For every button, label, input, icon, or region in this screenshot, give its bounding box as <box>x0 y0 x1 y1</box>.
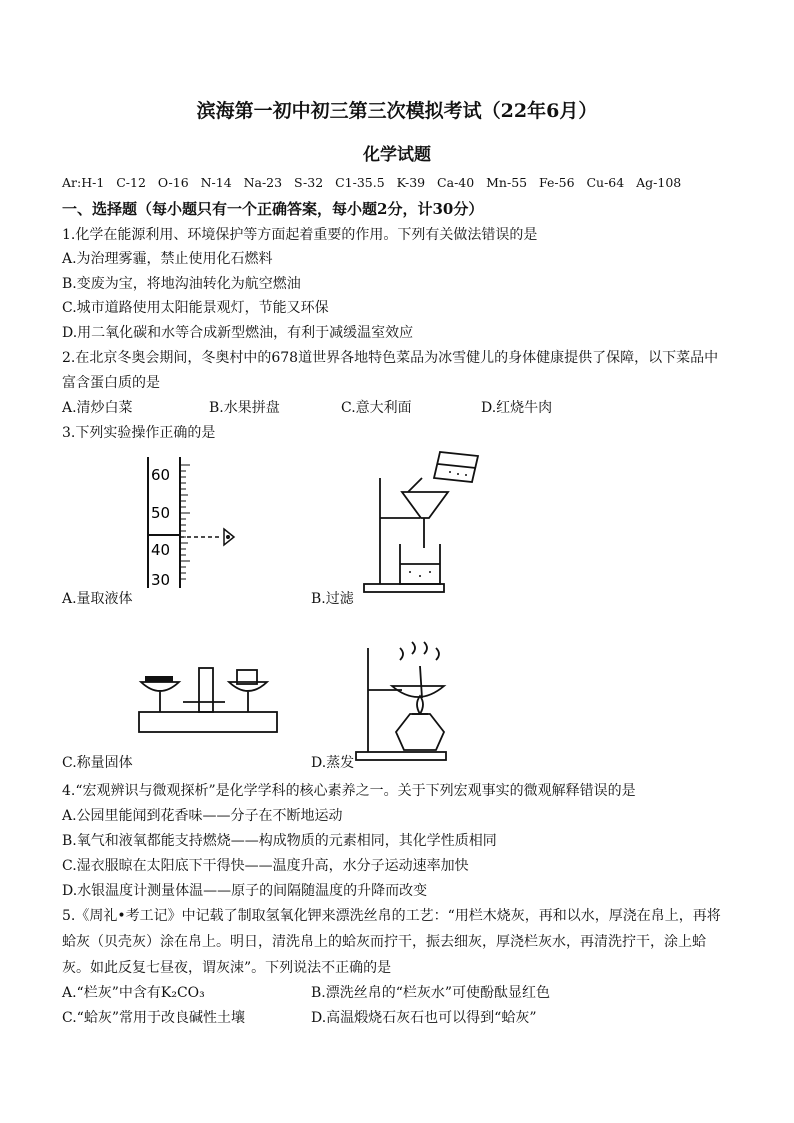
atomic-masses: Ar:H-1 C-12 O-16 N-14 Na-23 S-32 C1-35.5 K-39 Ca-40 Mn-55 Fe-56 Cu-64 Ag-108 <box>62 175 682 190</box>
q1-option-d: D.用二氧化碳和水等合成新型燃油，有利于减缓温室效应 <box>62 325 414 341</box>
q2-option-c: C.意大利面 <box>341 400 412 416</box>
q1-stem: 1.化学在能源利用、环境保护等方面起着重要的作用。下列有关做法错误的是 <box>62 227 538 243</box>
figure-filtration <box>360 448 490 596</box>
q3-option-b: B.过滤 <box>311 591 354 607</box>
stirring-rod <box>420 666 422 698</box>
flame-icon <box>417 696 423 714</box>
solid-sample <box>145 676 173 682</box>
q2-option-d: D.红烧牛肉 <box>481 400 553 416</box>
q3-option-a: A.量取液体 <box>62 591 133 607</box>
q5-option-a: A.“栏灰”中含有K₂CO₃ <box>62 985 205 1001</box>
q2-option-b: B.水果拼盘 <box>209 400 280 416</box>
section-heading: 一、选择题（每小题只有一个正确答案，每小题2分，计30分） <box>62 200 484 218</box>
q5-option-c: C.“蛤灰”常用于改良碱性土壤 <box>62 1010 245 1026</box>
evaporating-dish <box>392 686 444 697</box>
q5-stem-line1: 5.《周礼•考工记》中记载了制取氢氧化钾来漂洗丝帛的工艺：“用栏木烧灰，再和以水，厚浇在帛上，再将 <box>62 908 721 924</box>
glass-rod <box>408 478 422 492</box>
q4-option-d: D.水银温度计测量体温——原子的间隔随温度的升降而改变 <box>62 883 428 899</box>
q5-option-d: D.高温煅烧石灰石也可以得到“蛤灰” <box>311 1010 537 1026</box>
tick-label-30: 30 <box>151 571 171 589</box>
stand-base <box>356 752 446 760</box>
q2-option-a: A.清炒白菜 <box>62 400 133 416</box>
q3-option-c: C.称量固体 <box>62 755 133 771</box>
exam-title: 滨海第一初中初三第三次模拟考试（22年6月） <box>196 100 598 122</box>
tick-label-40: 40 <box>151 541 171 559</box>
balance-base <box>139 712 277 732</box>
q2-stem-line2: 富含蛋白质的是 <box>62 375 160 391</box>
q3-stem: 3.下列实验操作正确的是 <box>62 425 216 441</box>
exam-subtitle: 化学试题 <box>363 145 431 165</box>
q4-stem: 4.“宏观辨识与微观探析”是化学学科的核心素养之一。关于下列宏观事实的微观解释错误的是 <box>62 783 636 799</box>
q5-stem-line3: 灰。如此反复七昼夜，谓灰涑”。下列说法不正确的是 <box>62 960 392 976</box>
figure-evaporation <box>352 628 472 763</box>
figure-graduated-cylinder <box>140 455 250 590</box>
q2-stem-line1: 2.在北京冬奥会期间，冬奥村中的678道世界各地特色菜品为冰雪健儿的身体健康提供了保障，以下菜品中 <box>62 350 719 366</box>
tick-label-50: 50 <box>151 504 171 522</box>
q5-stem-line2: 蛤灰（贝壳灰）涂在帛上。明日，清洗帛上的蛤灰而拧干，振去细灰，厚浇栏灰水，再清洗拧干，涂上蛤 <box>62 934 706 950</box>
q4-option-b: B.氧气和液氧都能支持燃烧——构成物质的元素相同，其化学性质相同 <box>62 833 497 849</box>
q4-option-a: A.公园里能闻到花香味——分子在不断地运动 <box>62 808 343 824</box>
funnel-cone <box>402 492 448 518</box>
q5-option-b: B.漂洗丝帛的“栏灰水”可使酚酞显红色 <box>311 985 551 1001</box>
q3-option-d: D.蒸发 <box>311 755 355 771</box>
q1-option-a: A.为治理雾霾，禁止使用化石燃料 <box>62 251 273 267</box>
tick-label-60: 60 <box>151 466 171 484</box>
q4-option-c: C.湿衣服晾在太阳底下干得快——温度升高，水分子运动速率加快 <box>62 858 469 874</box>
q1-option-b: B.变废为宝，将地沟油转化为航空燃油 <box>62 276 301 292</box>
balance-pillar <box>199 668 213 712</box>
q1-option-c: C.城市道路使用太阳能景观灯，节能又环保 <box>62 300 329 316</box>
stand-base <box>364 584 444 592</box>
steam-icon <box>400 642 439 660</box>
figure-balance <box>135 660 285 740</box>
alcohol-lamp <box>396 714 444 750</box>
left-pan <box>141 682 179 691</box>
